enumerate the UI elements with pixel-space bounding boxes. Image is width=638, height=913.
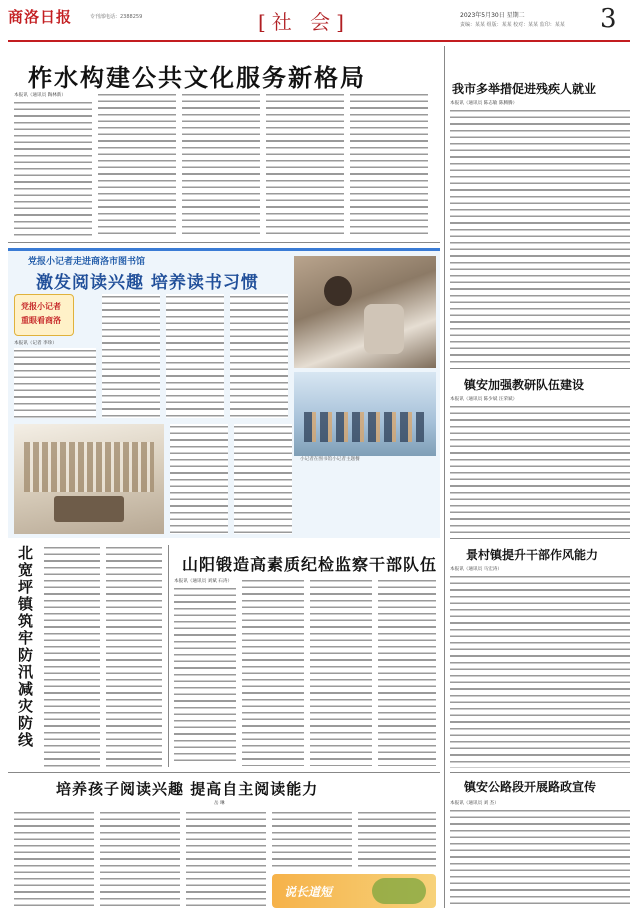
lead-title: 柞水构建公共文化服务新格局 [28,64,366,92]
feature-title: 激发阅读兴趣 培养读书习惯 [36,273,259,293]
feature-body-col2 [102,294,160,418]
right-title-4: 镇安公路段开展路政宣传 [464,780,597,794]
photo-figure-body [364,304,404,354]
hotline: 专刊部电话：2388259 [90,14,143,20]
middle-body-col3 [310,578,372,766]
right-body-4 [450,808,630,908]
bottom-author: 岳 琳 [214,801,225,806]
lead-body-col5 [350,92,428,236]
middle-body-col2 [242,578,304,766]
feature-top-rule [8,248,440,251]
lead-body-col1 [14,100,92,236]
bottom-body-col2 [100,810,180,908]
bottom-body-col1 [14,810,94,908]
editors-line: 责编：某某 组版：某某 校对：某某 监印：某某 [460,22,565,28]
badge-line2: 重眼看商洛 [21,316,61,325]
page-number: 3 [600,4,617,34]
feature-photo-group [294,372,436,456]
photo-figure-head [324,276,352,306]
vertical-headline: 北宽坪镇筑牢防汛减灾防线 [16,545,34,749]
opinion-badge-box [272,874,436,908]
feature-photo-library [14,424,164,534]
middle-bottom-rule [8,772,440,773]
right-body-1 [450,108,630,364]
feature-byline: 本报讯（记者 李珍） [14,341,57,346]
feature-kicker: 党报小记者走进商洛市图书馆 [28,257,146,267]
section-tag: [社 会] [258,10,350,34]
lead-body-col3 [182,92,260,236]
right-byline-2: 本报讯（通讯员 陈少斌 汪荣斌） [450,397,518,402]
right-title-2: 镇安加强教研队伍建设 [464,378,585,392]
bottom-title: 培养孩子阅读兴趣 提高自主阅读能力 [56,780,319,798]
right-byline-4: 本报讯（通讯员 刘 杰） [450,801,499,806]
feature-body-col6 [234,424,292,534]
lead-body-col2 [98,92,176,236]
lead-bottom-rule [8,242,440,243]
right-body-2 [450,404,630,534]
middle-body-col4 [378,578,436,766]
bottom-body-col4 [272,810,352,870]
right-title-3: 景村镇提升干部作风能力 [466,548,599,562]
vertical-body-col1 [44,545,100,767]
bottom-body-col3 [186,810,266,908]
right-rule-3 [450,772,630,773]
masthead [8,4,630,44]
feature-body-col5 [170,424,228,534]
photo-caption: 小记者在图书馆小记者主题餐 [300,457,360,462]
middle-body-col1 [174,586,236,766]
right-byline-3: 本报讯（通讯员 马宏涛） [450,567,502,572]
right-title-1: 我市多举措促进残疾人就业 [452,82,597,96]
photo-reading-table [54,496,124,522]
middle-byline: 本报讯（通讯员 刘斌 石涛） [174,579,233,584]
issue-date: 2023年5月30日 星期二 [460,12,525,19]
right-byline-1: 本报讯（通讯员 陈志敏 陈腾腾） [450,101,518,106]
right-rule-1 [450,368,630,369]
middle-title: 山阳锻造高素质纪检监察干部队伍 [182,555,438,574]
lead-body-col4 [266,92,344,236]
photo-bookshelf [24,442,154,492]
newspaper-logo: 商洛日报 [8,8,73,26]
badge-line1: 党报小记者 [21,302,61,311]
right-column-divider [444,46,445,908]
feature-photo-reading [294,256,436,368]
right-rule-2 [450,538,630,539]
lead-byline: 本报讯（通讯员 陶林新） [14,93,66,98]
kid-reporter-badge [14,294,74,336]
opinion-badge: 说长道短 [284,885,333,899]
feature-body-col1 [14,348,96,418]
opinion-badge-art [372,878,426,904]
bottom-body-col5 [358,810,436,870]
header-rule [8,40,630,42]
photo-children-row [304,412,424,442]
right-body-3 [450,574,630,768]
feature-body-col4 [230,294,288,418]
vertical-body-col2 [106,545,162,767]
feature-body-col3 [166,294,224,418]
vertical-divider [168,545,169,767]
